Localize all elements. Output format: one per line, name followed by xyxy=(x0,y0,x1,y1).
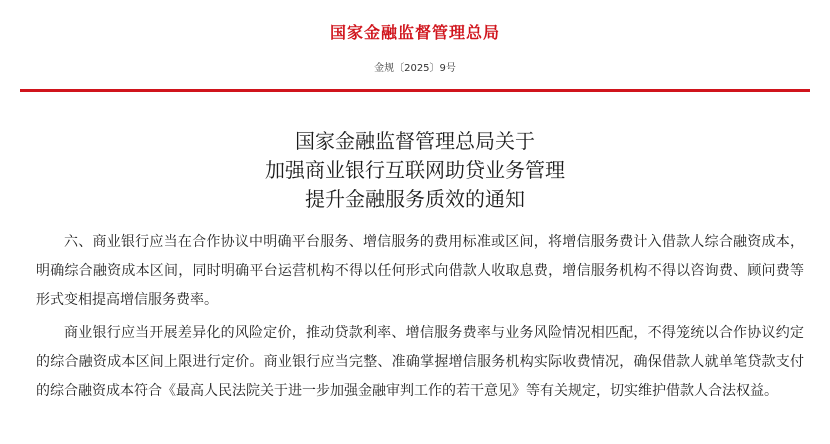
body-paragraph: 六、商业银行应当在合作协议中明确平台服务、增信服务的费用标准或区间，将增信服务费计入借款人综合融资成本，明确综合融资成本区间，同时明确平台运营机构不得以任何形式向借款人收取息费，增信服务机构不得以咨询费、顾问费等形式变相提高增信服务费率。 xyxy=(36,234,804,308)
body-paragraph: 商业银行应当开展差异化的风险定价，推动贷款利率、增信服务费率与业务风险情况相匹配，不得笼统以合作协议约定的综合融资成本区间上限进行定价。商业银行应当完整、准确掌握增信服务机构实际收费情况，确保借款人就单笔贷款支付的综合融资成本符合《最高人民法院关于进一步加强金融审判工作的若干意见》等有关规定，切实维护借款人合法权益。 xyxy=(36,325,804,399)
title-line-3: 提升金融服务质效的通知 xyxy=(305,187,525,211)
document-body xyxy=(36,228,804,410)
red-divider-rule xyxy=(20,89,810,92)
issuing-authority-masthead: 国家金融监督管理总局 xyxy=(329,23,500,42)
title-line-2: 加强商业银行互联网助贷业务管理 xyxy=(265,158,565,182)
document-title xyxy=(0,127,830,214)
title-line-1: 国家金融监督管理总局关于 xyxy=(295,129,535,153)
document-number: 金规〔2025〕9号 xyxy=(374,63,456,74)
